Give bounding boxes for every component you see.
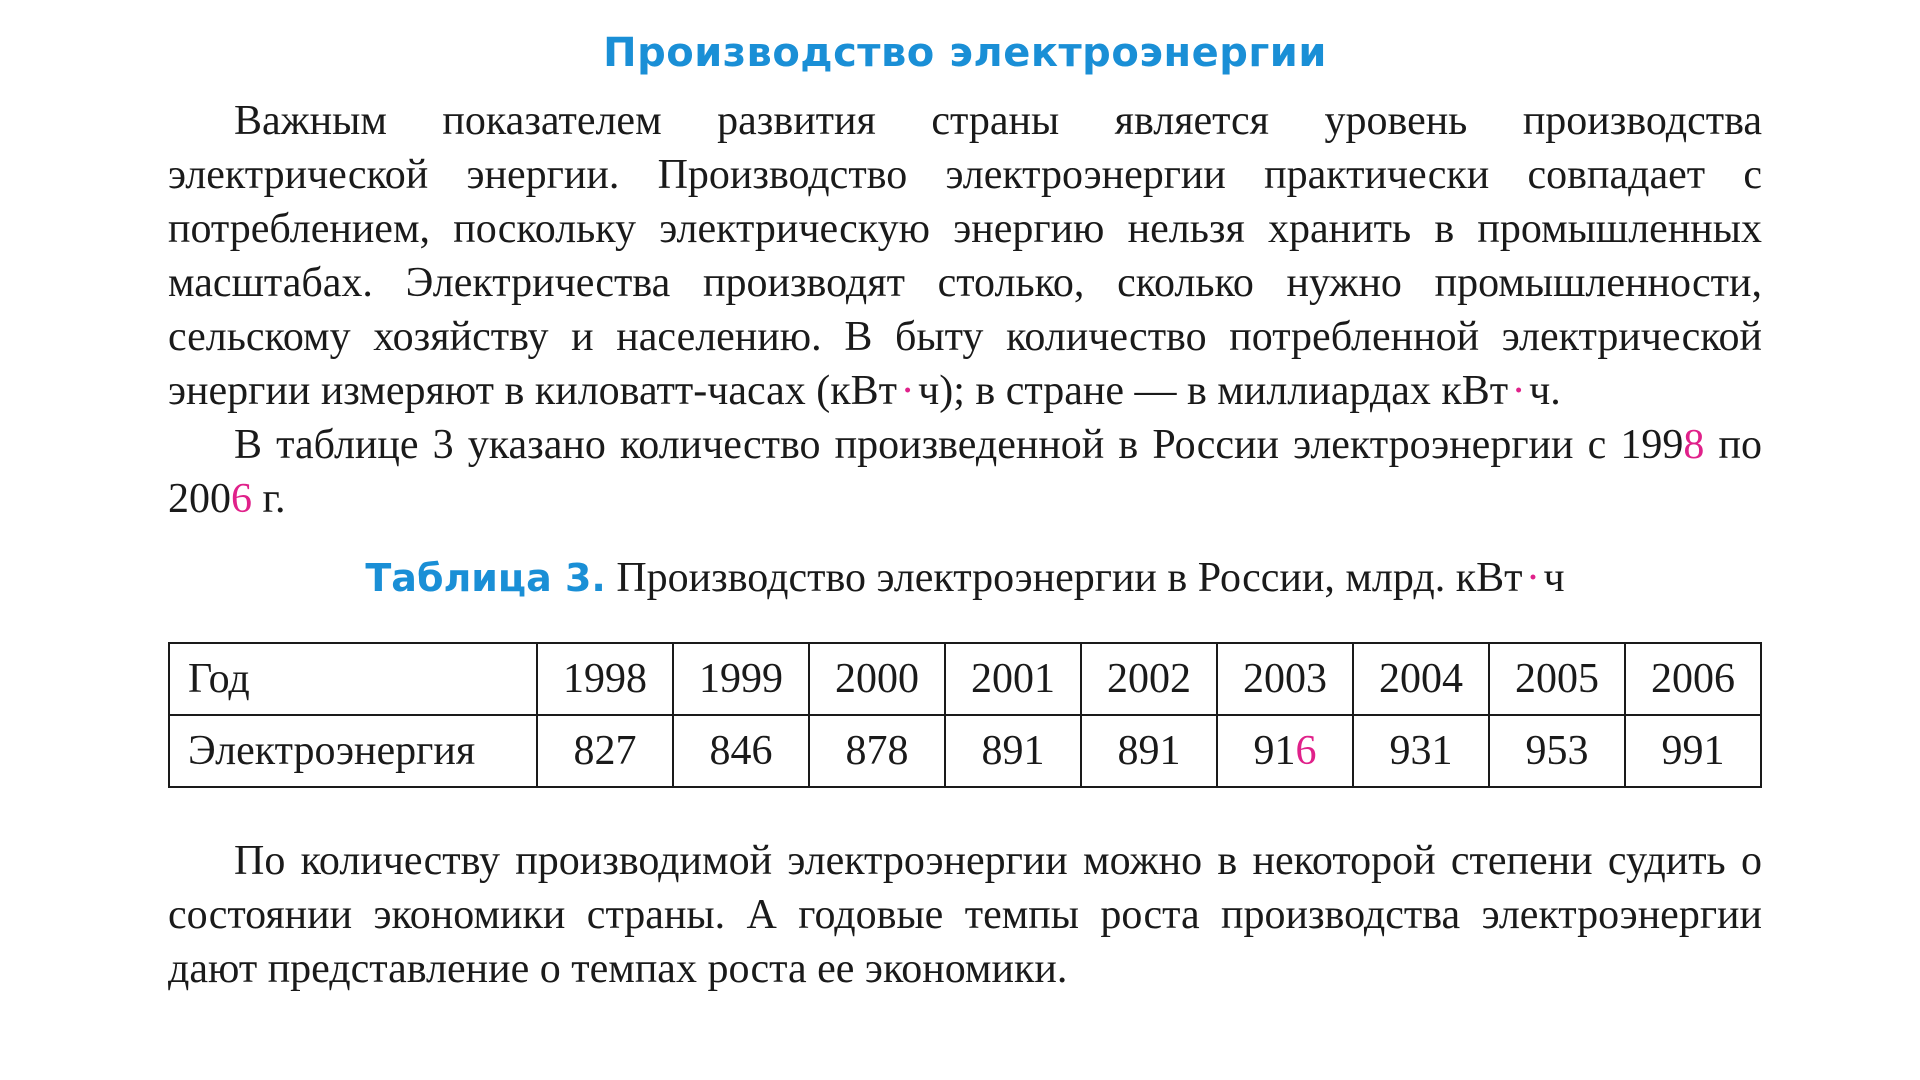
intro-paragraph xyxy=(168,94,1762,418)
value-cell: 878 xyxy=(809,715,945,787)
year-cell: 2001 xyxy=(945,643,1081,715)
year-cell: 1998 xyxy=(537,643,673,715)
table-caption-label: Таблица 3. xyxy=(365,556,606,600)
section-title: Производство электроэнергии xyxy=(603,30,1327,76)
intro-text-part1: Важным показателем развития страны является уровень производства электрической энергии. Производство электроэнергии практически совпадает с потреблением, поскольку электрическую энергию нельзя хранить в промышленных масштабах. Электричества производят столько, сколько нужно промышленности, сельскому хозяйству и населению. В быту количество потребленной электрической энергии измеряют в киловатт-часах (кВт xyxy=(168,98,1762,414)
highlighted-digit: 8 xyxy=(1683,422,1705,468)
row-header-year: Год xyxy=(169,643,537,715)
table-reference-paragraph xyxy=(168,418,1762,526)
table-caption xyxy=(168,554,1762,602)
table-caption-unit: ч xyxy=(1543,555,1565,601)
year-cell: 2005 xyxy=(1489,643,1625,715)
value-cell: 827 xyxy=(537,715,673,787)
year-cell: 2000 xyxy=(809,643,945,715)
value-cell: 891 xyxy=(945,715,1081,787)
ref-text-part2: по 200 xyxy=(168,422,1762,522)
document-page xyxy=(168,30,1762,996)
highlighted-digit: 6 xyxy=(1295,728,1317,774)
row-header-electricity: Электроэнергия xyxy=(169,715,537,787)
table-row-values xyxy=(169,715,1761,787)
table-row-years xyxy=(169,643,1761,715)
intro-text-part2: ч); в стране — в миллиардах кВт xyxy=(918,368,1509,414)
conclusion-paragraph: По количеству производимой электроэнергии можно в некоторой степени судить о состоянии экономики страны. А годовые темпы роста производства электроэнергии дают представление о темпах роста ее экономики. xyxy=(168,838,1762,992)
intro-text-part3: ч. xyxy=(1529,368,1561,414)
highlighted-digit: 6 xyxy=(231,476,252,522)
ref-text-part1: В таблице 3 указано количество произведенной в России электроэнергии с 199 xyxy=(234,422,1684,468)
value-cell: 953 xyxy=(1489,715,1625,787)
multiplication-dot: · xyxy=(900,368,915,414)
year-cell: 2002 xyxy=(1081,643,1217,715)
value-cell: 931 xyxy=(1353,715,1489,787)
multiplication-dot: · xyxy=(1525,555,1540,601)
value-cell: 891 xyxy=(1081,715,1217,787)
multiplication-dot: · xyxy=(1511,368,1526,414)
year-cell: 2003 xyxy=(1217,643,1353,715)
year-cell: 1999 xyxy=(673,643,809,715)
value-2003-prefix: 91 xyxy=(1253,728,1296,774)
year-cell: 2006 xyxy=(1625,643,1761,715)
value-cell-2003 xyxy=(1217,715,1353,787)
year-cell: 2004 xyxy=(1353,643,1489,715)
ref-text-part3: г. xyxy=(252,476,286,522)
electricity-table xyxy=(168,642,1762,788)
table-caption-text: Производство электроэнергии в России, млрд. кВт xyxy=(616,555,1523,601)
value-cell: 991 xyxy=(1625,715,1761,787)
value-cell: 846 xyxy=(673,715,809,787)
